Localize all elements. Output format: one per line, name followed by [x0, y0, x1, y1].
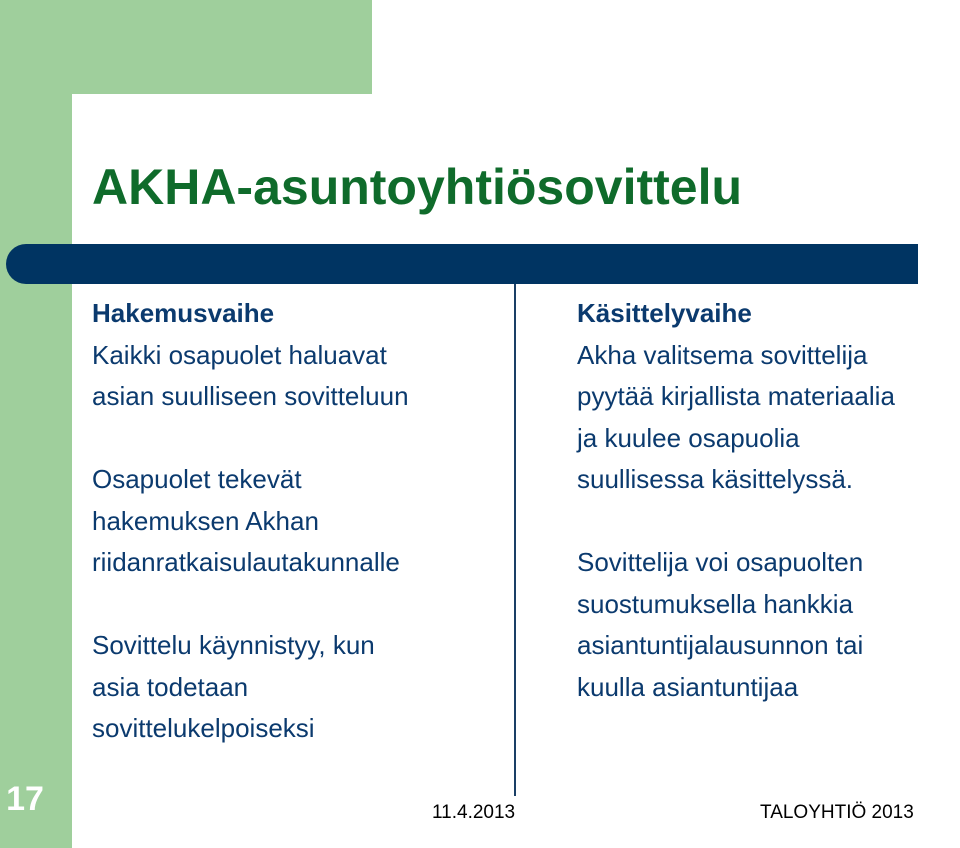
right-line: Akha valitsema sovittelija — [577, 339, 868, 370]
left-line: hakemuksen Akhan — [92, 505, 319, 536]
right-line: ja kuulee osapuolia — [577, 422, 800, 453]
green-top-band — [0, 0, 372, 94]
left-line: riidanratkaisulautakunnalle — [92, 547, 400, 577]
column-divider — [514, 284, 516, 796]
right-line: pyytää kirjallista materiaalia — [577, 381, 895, 411]
left-line: Sovittelu käynnistyy, kun — [92, 630, 375, 660]
right-line: kuulla asiantuntijaa — [577, 671, 799, 702]
slide-number: 17 — [6, 780, 44, 818]
left-line: sovittelukelpoiseksi — [92, 713, 315, 743]
right-heading: Käsittelyvaihe — [577, 298, 752, 328]
footer-date: 11.4.2013 — [432, 802, 516, 823]
left-heading: Hakemusvaihe — [92, 298, 275, 328]
right-line: Sovittelija voi osapuolten — [577, 547, 864, 577]
green-side-band — [0, 0, 72, 848]
right-column — [577, 293, 895, 708]
right-line: asiantuntijalausunnon tai — [577, 630, 864, 660]
paragraph-gap — [577, 501, 895, 543]
footer-event: TALOYHTIÖ 2013 — [760, 802, 914, 823]
title-underline-bar — [6, 244, 918, 284]
left-line: Osapuolet tekevät — [92, 464, 302, 494]
slide-title: AKHA-asuntoyhtiösovittelu — [92, 159, 742, 215]
left-line: Kaikki osapuolet haluavat — [92, 339, 387, 370]
paragraph-gap — [92, 584, 409, 626]
left-line: asian suulliseen sovitteluun — [92, 381, 409, 411]
right-line: suullisessa käsittelyssä. — [577, 464, 853, 494]
left-line: asia todetaan — [92, 671, 249, 702]
right-line: suostumuksella hankkia — [577, 588, 854, 619]
paragraph-gap — [92, 418, 409, 460]
left-column — [92, 293, 409, 750]
